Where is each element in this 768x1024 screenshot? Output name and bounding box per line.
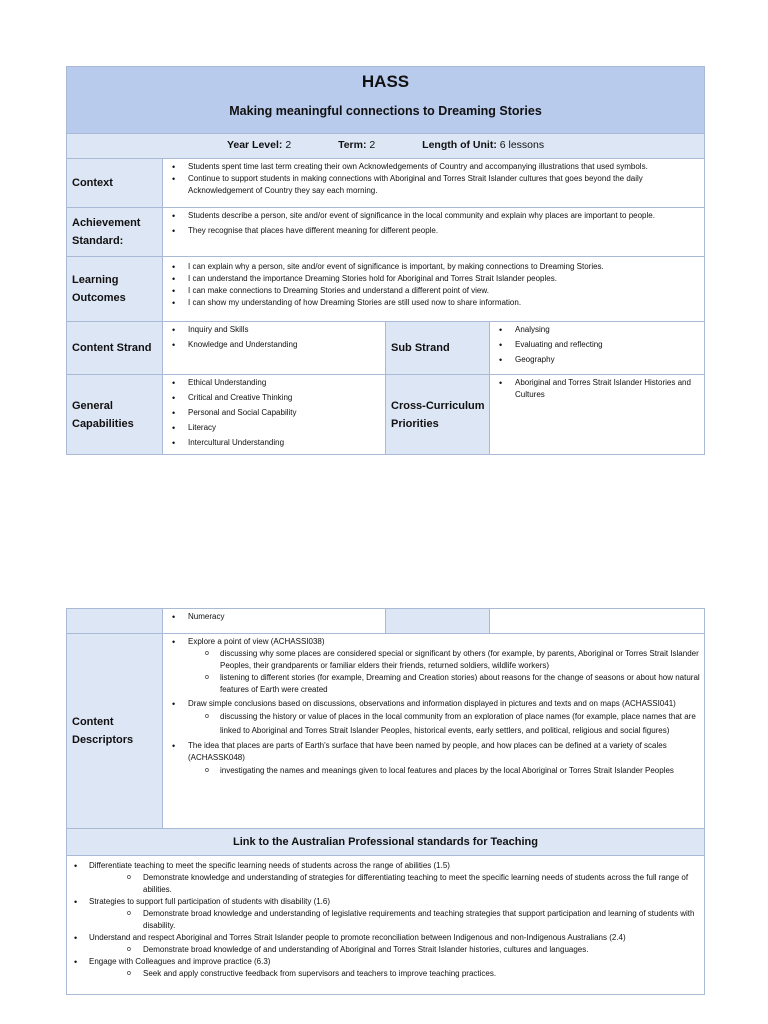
list-item: • Knowledge and Understanding [167,339,381,351]
list-item: • I can make connections to Dreaming Stories and understand a different point of view. [167,285,700,297]
descriptor-text: Explore a point of view (ACHASSI038) [188,637,325,646]
list-item: o discussing why some places are considered special or significant by others (for example, by parents, Aboriginal or Torres Strait Islander Peoples, their grandparents or familiar elders their friends, returned soldiers, wildlife workers) [188,648,700,672]
standards-title-row [67,829,705,856]
list-item [69,932,702,956]
list-item: • I can show my understanding of how Dreaming Stories are still used now to share information. [167,297,700,309]
sub-strand-content [490,322,705,375]
unit-length-value: 6 lessons [499,139,545,151]
achievement-row [67,208,705,257]
content-strand-label: Content Strand [67,322,163,375]
unit-length-label: Length of Unit: [422,139,497,151]
term-value: 2 [369,139,376,151]
context-content [163,159,705,208]
sub-strand-label: Sub Strand [386,322,490,375]
list-item: o Seek and apply constructive feedback from supervisors and teachers to improve teaching practices. [89,968,702,980]
descriptor-text: Draw simple conclusions based on discussions, observations and information displayed in pictures and texts and on maps (ACHASSI041) [188,699,676,708]
descriptors-list [167,636,700,778]
capabilities-content [163,375,386,455]
capabilities-row [67,375,705,455]
standards-list [69,860,702,980]
list-item: o Demonstrate broad knowledge and understanding of legislative requirements and teaching strategies that support participation and learning of students with disability. [89,908,702,932]
list-item: • Analysing [494,324,700,336]
term [338,139,375,151]
list-item [167,698,700,738]
year-level-value: 2 [285,139,292,151]
descriptor-text: The idea that places are parts of Earth's surface that have been named by people, and how places can be defined at a variety of scales (ACHASSK048) [188,741,667,762]
header-cell [67,67,705,134]
cross-curriculum-content [490,375,705,455]
list-item [69,896,702,932]
outcomes-content [163,257,705,322]
list-item [69,860,702,896]
meta-row [67,134,705,159]
list-item: o investigating the names and meanings given to local features and places by the local Aboriginal or Torres Strait Islander Peoples [188,764,700,778]
standard-text: Understand and respect Aboriginal and Torres Strait Islander people to promote reconciliation between Indigenous and non-Indigenous Australians (2.4) [89,933,626,942]
standard-sub-list [89,908,702,932]
context-row [67,159,705,208]
descriptors-row [67,634,705,829]
list-item: • Intercultural Understanding [167,437,381,449]
standards-content [67,856,705,995]
standard-sub-list [89,968,702,980]
descriptors-content [163,634,705,829]
outcomes-list [167,261,700,309]
numeracy-content [163,609,386,634]
descriptor-sub-list [188,764,700,778]
standard-sub-list [89,944,702,956]
standard-sub-list [89,872,702,896]
list-item: • Numeracy [167,611,381,623]
descriptor-sub-list [188,710,700,738]
unit-overview-table [66,66,705,455]
capabilities-list [167,377,381,449]
list-item: • Evaluating and reflecting [494,339,700,351]
context-list [167,161,700,197]
list-item [69,956,702,980]
year-level [227,139,291,151]
standards-title: Link to the Australian Professional standards for Teaching [67,829,705,856]
list-item: • Inquiry and Skills [167,324,381,336]
header-row [67,67,705,134]
list-item: • I can explain why a person, site and/or event of significance is important, by making connections to Dreaming Stories. [167,261,700,273]
descriptor-sub-list [188,648,700,696]
content-strand-content [163,322,386,375]
unit-details-table [66,608,705,995]
numeracy-row [67,609,705,634]
achievement-label: Achievement Standard: [67,208,163,257]
list-item: • Personal and Social Capability [167,407,381,419]
standard-text: Engage with Colleagues and improve practice (6.3) [89,957,271,966]
outcomes-label: Learning Outcomes [67,257,163,322]
list-item: • Ethical Understanding [167,377,381,389]
unit-title: Making meaningful connections to Dreaming Stories [229,104,542,118]
list-item: • I can understand the importance Dreaming Stories hold for Aboriginal and Torres Strait Islander peoples. [167,273,700,285]
list-item: • Students spent time last term creating their own Acknowledgements of Country and accompanying illustrations that used symbols. [167,161,700,173]
cross-curriculum-list [494,377,700,401]
standard-text: Strategies to support full participation of students with disability (1.6) [89,897,331,906]
cross-curriculum-continued-content [490,609,705,634]
list-item: • Critical and Creative Thinking [167,392,381,404]
achievement-content [163,208,705,257]
cross-curriculum-continued-label [386,609,490,634]
list-item: o Demonstrate knowledge and understanding of strategies for differentiating teaching to meet the specific learning needs of students across the full range of abilities. [89,872,702,896]
achievement-list [167,210,700,237]
capabilities-label: General Capabilities [67,375,163,455]
list-item: o discussing the history or value of places in the local community from an exploration of place names (for example, place names that are linked to Aboriginal and Torres Strait Islander Peoples, historical events, early settlers, and political, religious and social figures) [188,710,700,738]
list-item [167,740,700,778]
cross-curriculum-label: Cross-Curriculum Priorities [386,375,490,455]
capabilities-continued-label [67,609,163,634]
year-level-label: Year Level: [226,139,283,151]
list-item: • Students describe a person, site and/or event of significance in the local community and explain why places are important to people. [167,210,700,222]
outcomes-row [67,257,705,322]
standard-text: Differentiate teaching to meet the specific learning needs of students across the range of abilities (1.5) [89,861,450,870]
standards-row [67,856,705,995]
list-item: • Aboriginal and Torres Strait Islander Histories and Cultures [494,377,700,401]
unit-subject-title: HASS [361,72,410,91]
descriptors-label: Content Descriptors [67,634,163,829]
numeracy-list [167,611,381,623]
list-item: • Continue to support students in making connections with Aboriginal and Torres Strait Islander cultures that goes beyond the daily Acknowledgement of Country they say each morning. [167,173,700,197]
meta-cell [67,134,705,159]
context-label: Context [67,159,163,208]
list-item: o listening to different stories (for example, Dreaming and Creation stories) about reasons for the change of seasons or about how natural features of Earth were created [188,672,700,696]
sub-strand-list [494,324,700,366]
list-item: • They recognise that places have different meaning for different people. [167,225,700,237]
unit-length [422,139,544,151]
term-label: Term: [338,139,367,151]
content-strand-list [167,324,381,351]
list-item: • Geography [494,354,700,366]
list-item [167,636,700,696]
list-item: o Demonstrate broad knowledge of and understanding of Aboriginal and Torres Strait Islander histories, cultures and languages. [89,944,702,956]
list-item: • Literacy [167,422,381,434]
content-strand-row [67,322,705,375]
